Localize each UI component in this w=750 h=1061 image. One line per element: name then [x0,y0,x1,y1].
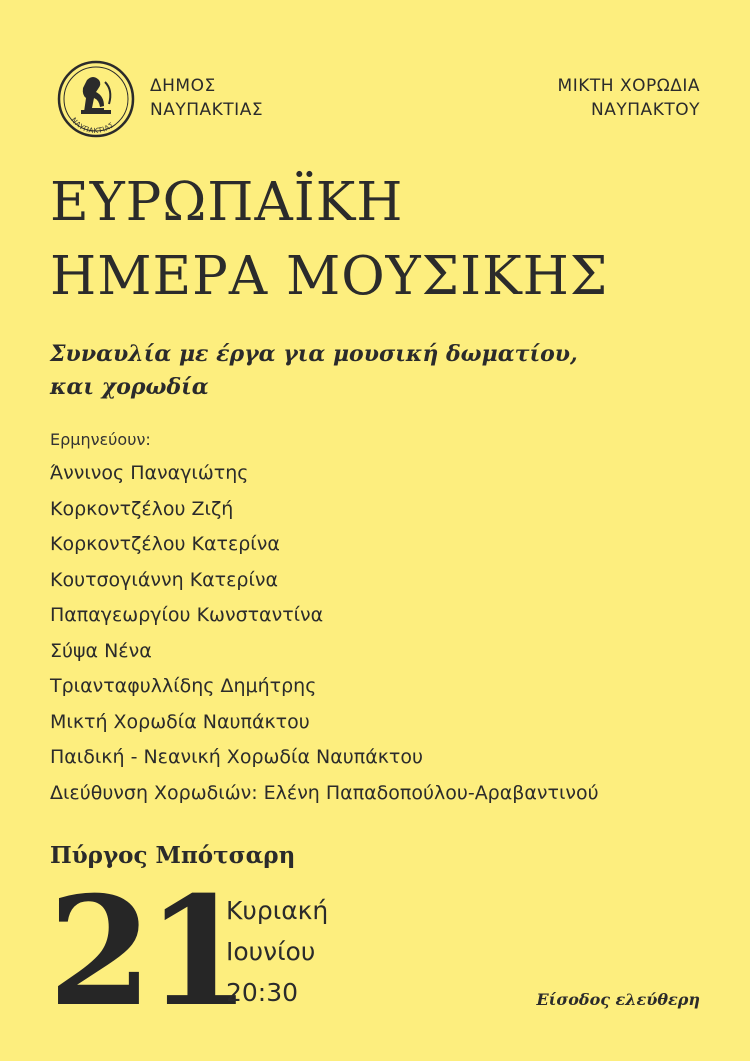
performers-list [50,456,599,811]
event-time: 20:30 [226,978,299,1007]
performer-item: Μικτή Χορωδία Ναυπάκτου [50,710,310,733]
poster-title [50,166,608,314]
month: Ιουνίου [226,937,316,966]
performer-item: Διεύθυνση Χορωδιών: Ελένη Παπαδοπούλου-Αραβαντινού [50,781,599,804]
performers-label: Ερμηνεύουν: [50,430,151,449]
subtitle-line2: και χορωδία [50,374,209,400]
choir-name [558,74,700,122]
weekday: Κυριακή [226,896,329,925]
choir-line2: ΝΑΥΠΑΚΤΟΥ [591,100,700,120]
subtitle-line1: Συναυλία με έργα για μουσική δωματίου, [50,341,578,367]
date-details [226,890,328,1013]
municipal-seal-icon [57,60,135,138]
municipality-name [150,74,263,122]
title-line1: ΕΥΡΩΠΑΪΚΗ [50,172,404,233]
venue-name: Πύργος Μπότσαρη [50,842,296,869]
free-entry-note: Είσοδος ελεύθερη [536,990,700,1009]
performer-item: Κορκοντζέλου Ζιζή [50,497,234,520]
title-line2: ΗΜΕΡΑ ΜΟΥΣΙΚΗΣ [50,246,609,307]
municipality-line2: ΝΑΥΠΑΚΤΙΑΣ [150,100,264,120]
performer-item: Κουτσογιάννη Κατερίνα [50,568,279,591]
municipality-line1: ΔΗΜΟΣ [150,76,216,96]
day-number: 21 [48,864,245,1040]
performer-item: Σύψα Νένα [50,639,152,662]
choir-line1: ΜΙΚΤΗ ΧΟΡΩΔΙΑ [557,76,700,96]
concert-subtitle [50,338,730,404]
svg-text:ΝΑΥΠΑΚΤΙΑΣ [69,116,115,135]
performer-item: Κορκοντζέλου Κατερίνα [50,533,280,555]
performer-item: Παιδική - Νεανική Χορωδία Ναυπάκτου [50,746,423,768]
seal-text: ΝΑΥΠΑΚΤΙΑΣ [69,116,116,136]
performer-item: Τριανταφυλλίδης Δημήτρης [50,675,317,697]
performer-item: Άννινος Παναγιώτης [50,462,249,484]
performer-item: Παπαγεωργίου Κωνσταντίνα [50,604,324,626]
